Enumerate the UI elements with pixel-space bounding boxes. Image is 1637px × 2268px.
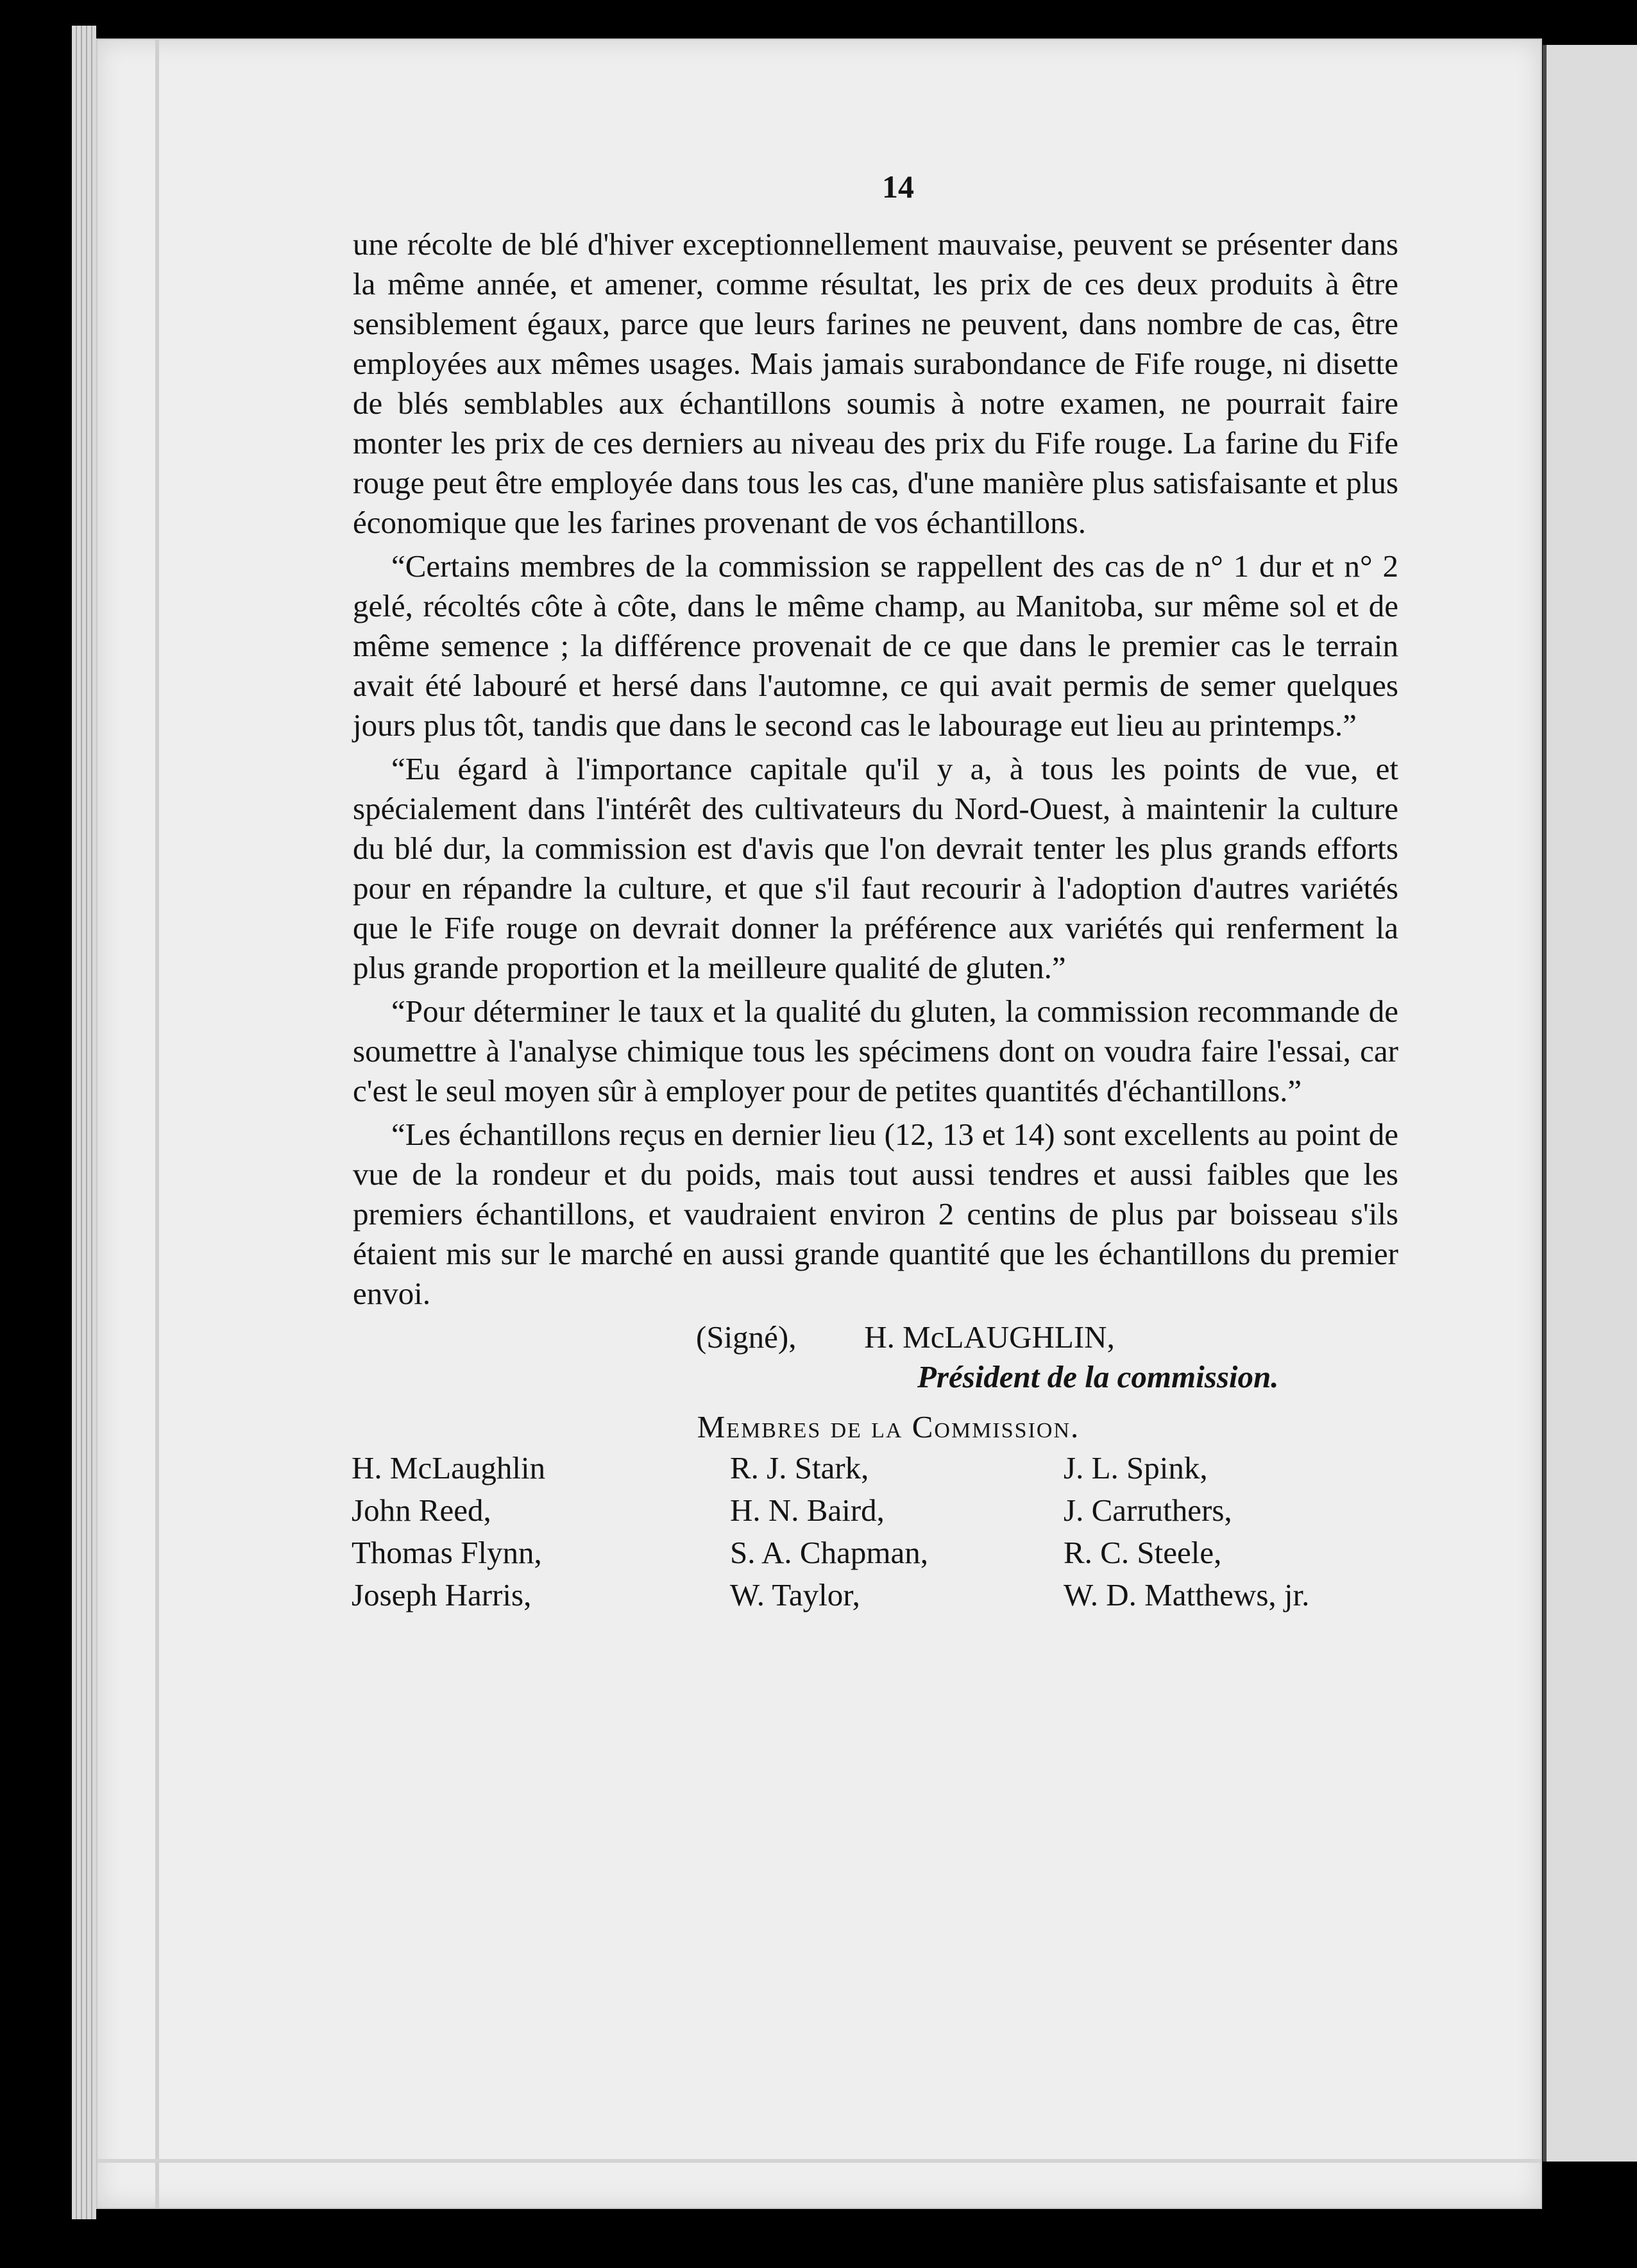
signature-line bbox=[353, 1317, 1398, 1357]
paragraph: “Certains membres de la commission se rappellent des cas de n° 1 dur et n° 2 gelé, récoltés côte à côte, dans le même champ, au Manitoba, sur même sol et de même semence ; la différence provenait de ce que dans le premier cas le terrain avait été labouré et hersé dans l'automne, ce qui avait permis de semer quelques jours plus tôt, tandis que dans le second cas le labourage eut lieu au printemps.” bbox=[353, 548, 1398, 743]
members-column-2 bbox=[730, 1447, 1064, 1616]
member-name: H. McLaughlin bbox=[352, 1450, 546, 1485]
facing-page-edge bbox=[1543, 45, 1637, 2162]
signature-label: (Signé), bbox=[696, 1319, 797, 1355]
page-number: 14 bbox=[882, 169, 914, 205]
page-edges bbox=[72, 26, 96, 2219]
paragraph: une récolte de blé d'hiver exceptionnellement mauvaise, peuvent se présenter dans la même année, et amener, comme résultat, les prix de ces deux produits à être sensiblement égaux, parce que leurs farines ne peuvent, dans nombre de cas, être employées aux mêmes usages. Mais jamais surabondance de Fife rouge, ni disette de blés semblables aux échantillons soumis à notre examen, ne pourrait faire monter les prix de ces derniers au niveau des prix du Fife rouge. La farine du Fife rouge peut être employée dans tous les cas, d'une manière plus satisfaisante et plus économique que les farines provenant de vos échantillons. bbox=[353, 226, 1398, 540]
paragraph: “Pour déterminer le taux et la qualité du gluten, la commission recommande de soumettre à l'analyse chimique tous les spécimens dont on voudra faire l'essai, car c'est le seul moyen sûr à employer pour de petites quantités d'échantillons.” bbox=[353, 994, 1398, 1108]
paragraph: “Les échantillons reçus en dernier lieu (12, 13 et 14) sont excellents au point de vue de la rondeur et du poids, mais tout aussi tendres et aussi faibles que les premiers échantillons, et vaudraient environ 2 centins de plus par boisseau s'ils étaient mis sur le marché en aussi grande quantité que les échantillons du premier envoi. bbox=[353, 1117, 1398, 1311]
member-name: H. N. Baird, bbox=[730, 1493, 885, 1528]
member-name: R. J. Stark, bbox=[730, 1450, 869, 1485]
member-name: J. L. Spink, bbox=[1064, 1450, 1208, 1485]
member-name: R. C. Steele, bbox=[1064, 1535, 1222, 1570]
members-heading: Membres de la Commission. bbox=[697, 1409, 1080, 1444]
member-name: J. Carruthers, bbox=[1064, 1493, 1232, 1528]
member-name: Joseph Harris, bbox=[352, 1577, 532, 1612]
member-name: W. Taylor, bbox=[730, 1577, 860, 1612]
members-list bbox=[352, 1447, 1429, 1616]
member-name: Thomas Flynn, bbox=[352, 1535, 542, 1570]
paragraph: “Eu égard à l'importance capitale qu'il y a, à tous les points de vue, et spécialement dans l'intérêt des cultivateurs du Nord-Ouest, à maintenir la culture du blé dur, la commission est d'avis que l'on devrait tenter les plus grands efforts pour en répandre la culture, et que s'il faut recourir à l'adoption d'autres variétés que le Fife rouge on devrait donner la préférence aux variétés qui renferment la plus grande proportion et la meilleure qualité de gluten.” bbox=[353, 751, 1398, 985]
members-column-3 bbox=[1064, 1447, 1423, 1616]
member-name: W. D. Matthews, jr. bbox=[1064, 1577, 1310, 1612]
signature-name: H. McLAUGHLIN, bbox=[864, 1319, 1115, 1355]
member-name: John Reed, bbox=[352, 1493, 491, 1528]
page-content bbox=[353, 167, 1398, 1616]
members-column-1 bbox=[352, 1447, 730, 1616]
member-name: S. A. Chapman, bbox=[730, 1535, 928, 1570]
signature-role: Président de la commission. bbox=[917, 1359, 1279, 1394]
